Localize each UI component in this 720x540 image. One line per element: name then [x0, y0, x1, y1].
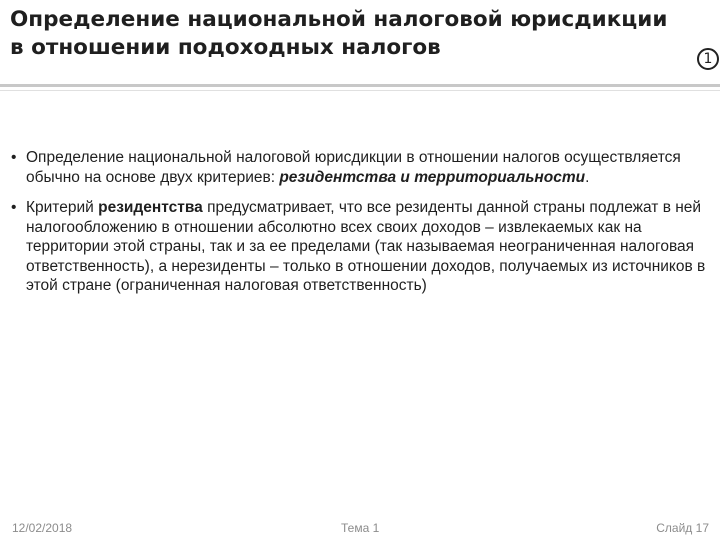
- slide-badge: 1: [697, 48, 719, 70]
- title-divider-thin: [0, 90, 720, 91]
- bullet-text-end: предусматривает, что все резиденты данной страны подлежат в ней налогообложению в отношении абсолютно всех своих доходов – извлекаемых как на территории этой страны, так и за ее пределами (так называемая неограниченная налоговая ответственность), а нерезиденты – только в отношении доходов, получаемых из источников в этой стране (ограниченная налоговая ответственность): [26, 199, 706, 294]
- bullet-marker: •: [11, 149, 17, 166]
- bullet-emphasis: резидентства: [98, 199, 203, 216]
- bullet-text: Критерий: [26, 199, 99, 216]
- title-divider: [0, 84, 720, 87]
- bullet-item: [0, 198, 720, 296]
- bullet-item: [0, 148, 720, 187]
- footer-slide-number: Слайд 17: [656, 521, 709, 535]
- footer-topic: Тема 1: [341, 521, 380, 535]
- bullet-text-end: .: [585, 168, 590, 186]
- bullet-marker: •: [11, 199, 17, 216]
- slide-title: Определение национальной налоговой юрисдикции в отношении подоходных налогов: [10, 7, 668, 60]
- bullet-emphasis: резидентства и территориальности: [279, 168, 586, 186]
- bullet-list: [0, 148, 720, 296]
- footer-date: 12/02/2018: [12, 521, 73, 535]
- bullet-text: Определение национальной налоговой юрисдикции в отношении налогов осуществляется обычно на основе двух критериев:: [26, 149, 681, 186]
